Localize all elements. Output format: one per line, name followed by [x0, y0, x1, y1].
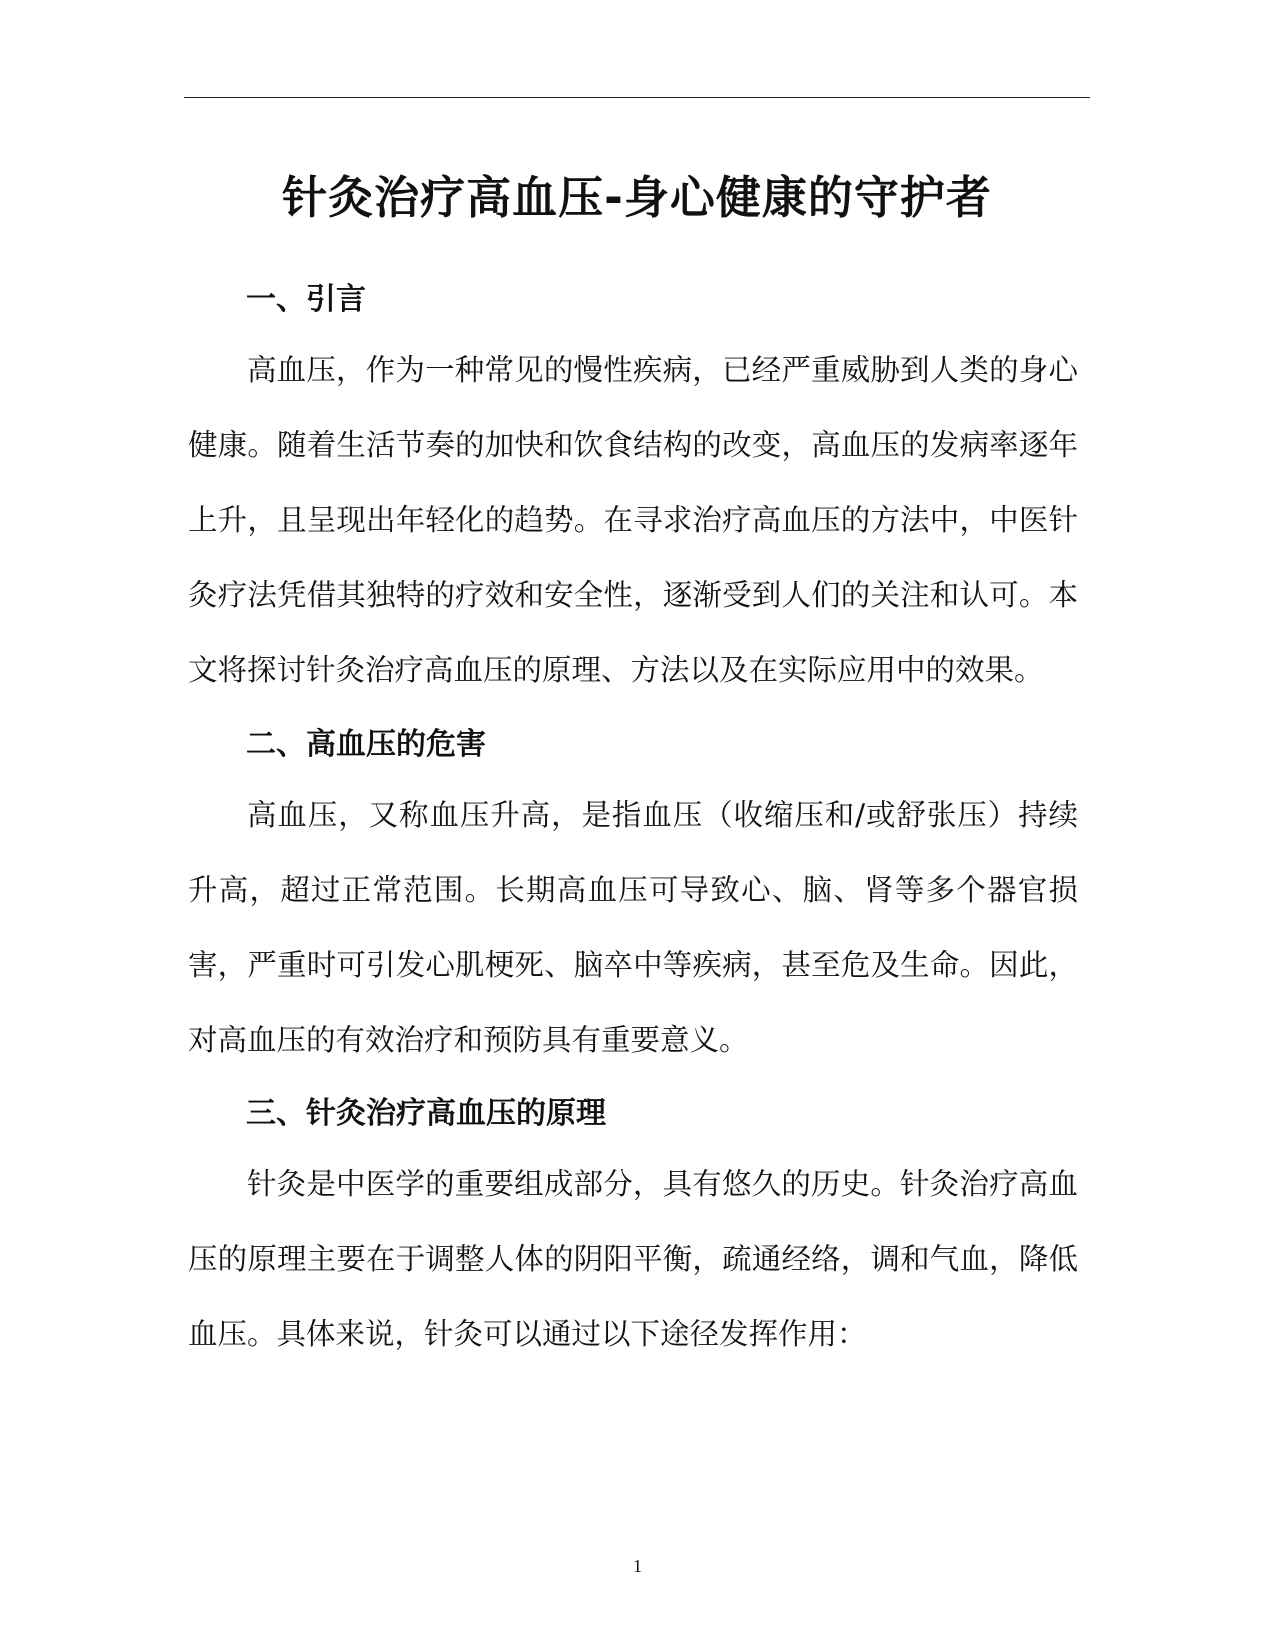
- paragraph-introduction: 高血压，作为一种常见的慢性疾病，已经严重威胁到人类的身心健康。随着生活节奏的加快和饮食结构的改变，高血压的发病率逐年上升，且呈现出年轻化的趋势。在寻求治疗高血压的方法中，中医针灸疗法凭借其独特的疗效和安全性，逐渐受到人们的关注和认可。本文将探讨针灸治疗高血压的原理、方法以及在实际应用中的效果。: [188, 353, 1078, 687]
- paragraph-principles: 针灸是中医学的重要组成部分，具有悠久的历史。针灸治疗高血压的原理主要在于调整人体的阴阳平衡，疏通经络，调和气血，降低血压。具体来说，针灸可以通过以下途径发挥作用：: [188, 1167, 1078, 1351]
- section-heading-hazards: 二、高血压的危害: [246, 727, 486, 762]
- page-number: 1: [633, 1556, 642, 1576]
- section-heading-introduction: 一、引言: [246, 282, 366, 317]
- paragraph-hazards: 高血压，又称血压升高，是指血压（收缩压和/或舒张压）持续升高，超过正常范围。长期高血压可导致心、脑、肾等多个器官损害，严重时可引发心肌梗死、脑卒中等疾病，甚至危及生命。因此，对高血压的有效治疗和预防具有重要意义。: [188, 798, 1078, 1057]
- document-title: 针灸治疗高血压-身心健康的守护者: [282, 171, 992, 224]
- section-heading-principles: 三、针灸治疗高血压的原理: [246, 1096, 606, 1131]
- header-rule: [184, 97, 1090, 98]
